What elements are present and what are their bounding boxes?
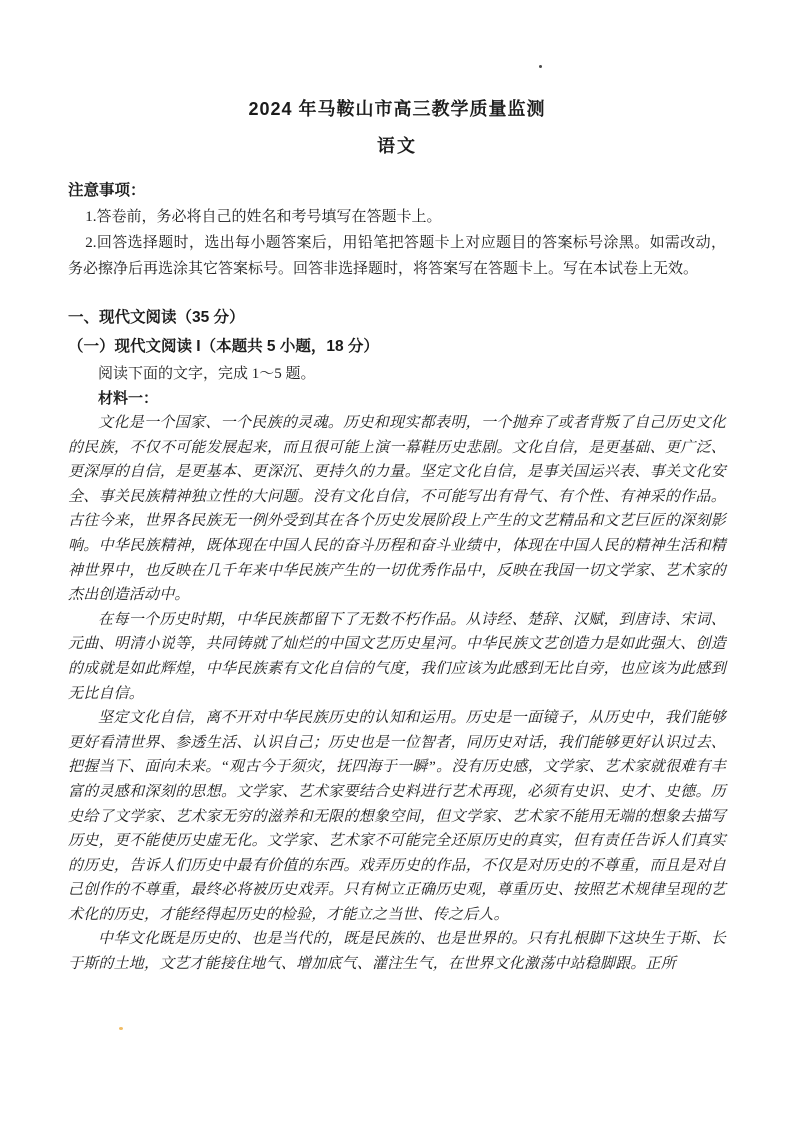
modern-reading-section <box>68 303 726 977</box>
exam-subject-title: 语文 <box>377 136 417 156</box>
scan-artifact-dot <box>119 1027 123 1030</box>
material-paragraph-3: 坚定文化自信，离不开对中华民族历史的认知和运用。历史是一面镜子，从历史中，我们能够更好看清世界、参透生活、认识自己；历史也是一位智者，同历史对话，我们能够更好认识过去、把握当下、面向未来。“观古今于须灾，抚四海于一瞬”。没有历史感，文学家、艺术家就很难有丰富的灵感和深刻的思想。文学家、艺术家要结合史料进行艺术再现，必须有史识、史才、史德。历史给了文学家、艺术家无穷的滋养和无限的想象空间，但文学家、艺术家不能用无端的想象去描写历史，更不能使历史虚无化。文学家、艺术家不可能完全还原历史的真实，但有责任告诉人们真实的历史，告诉人们历史中最有价值的东西。戏弄历史的作品，不仅是对历史的不尊重，而且是对自己创作的不尊重，最终必将被历史戏弄。只有树立正确历史观，尊重历史、按照艺术规律呈现的艺术化的历史，才能经得起历史的检验，才能立之当世、传之后人。 <box>68 710 726 923</box>
material-paragraph-4: 中华文化既是历史的、也是当代的，既是民族的、也是世界的。只有扎根脚下这块生于斯、长于斯的土地，文艺才能接住地气、增加底气、灌注生气，在世界文化激荡中站稳脚跟。正所 <box>68 931 726 973</box>
notice-item-2: 2.回答选择题时，选出每小题答案后，用铅笔把答题卡上对应题目的答案标号涂黑。如需改动，务必擦净后再选涂其它答案标号。回答非选择题时，将答案写在答题卡上。写在本试卷上无效。 <box>68 235 726 277</box>
page-content <box>68 0 726 977</box>
exam-title: 2024 年马鞍山市高三教学质量监测 <box>248 99 546 119</box>
section-heading: 一、现代文阅读（35 分） <box>68 309 245 326</box>
material-paragraph-1: 文化是一个国家、一个民族的灵魂。历史和现实都表明，一个抛弃了或者背叛了自己历史文化的民族，不仅不可能发展起来，而且很可能上演一幕鞋历史悲剧。文化自信，是更基础、更广泛、更深厚的自信，是更基本、更深沉、更持久的力量。坚定文化自信，是事关国运兴表、事关文化安全、事关民族精神独立性的大问题。没有文化自信，不可能写出有骨气、有个性、有神采的作品。古往今来，世界各民族无一例外受到其在各个历史发展阶段上产生的文艺精品和文艺巨匠的深刻影响。中华民族精神，既体现在中国人民的奋斗历程和奋斗业绩中，体现在中国人民的精神生活和精神世界中，也反映在几千年来中华民族产生的一切优秀作品中，反映在我国一切文学家、艺术家的杰出创造活动中。 <box>68 415 726 604</box>
material-paragraph-2: 在每一个历史时期，中华民族都留下了无数不朽作品。从诗经、楚辞、汉赋，到唐诗、宋词、元曲、明清小说等，共同铸就了灿烂的中国文艺历史星河。中华民族文艺创造力是如此强大、创造的成就是如此辉煌，中华民族素有文化自信的气度，我们应该为此感到无比自旁，也应该为此感到无比自信。 <box>68 611 726 702</box>
notice-item-1: 1.答卷前，务必将自己的姓名和考号填写在答题卡上。 <box>85 209 442 225</box>
material-one-label: 材料一： <box>98 390 159 407</box>
reading-instruction: 阅读下面的文字，完成 1～5 题。 <box>98 366 316 382</box>
notice-section <box>68 177 726 282</box>
notice-heading: 注意事项： <box>68 182 146 199</box>
part-heading: （一）现代文阅读 I（本题共 5 小题，18 分） <box>68 338 379 355</box>
